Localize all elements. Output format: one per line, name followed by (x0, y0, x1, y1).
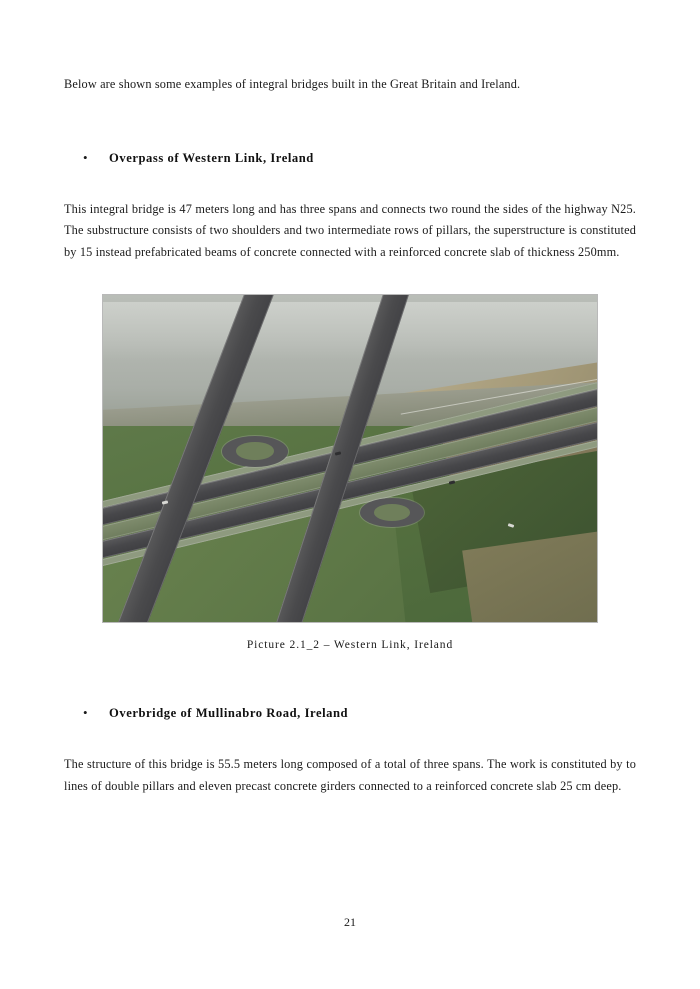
bullet-icon: • (83, 149, 88, 165)
figure-image-frame (102, 294, 598, 623)
photo-roundabout-island (236, 442, 273, 459)
bullet-item-mullinabro (64, 703, 636, 723)
photo-roundabout-lower (360, 498, 424, 527)
spacer (64, 723, 636, 754)
page-number: 21 (344, 915, 356, 929)
bullet-icon: • (83, 705, 88, 720)
figure-western-link (64, 294, 636, 651)
section-paragraph-mullinabro: The structure of this bridge is 55.5 meters long composed of a total of three spans. The work is constituted by to lines of double pillars and eleven precast concrete girders connected to a reinforced concrete slab 25 cm deep. (64, 757, 636, 793)
intro-paragraph: Below are shown some examples of integral bridges built in the Great Britain and Ireland. (64, 77, 521, 91)
spacer (64, 263, 636, 294)
section-heading: Overbridge of Mullinabro Road, Ireland (109, 706, 349, 720)
photo-water-sheen (103, 302, 597, 361)
section-paragraph-western-link: This integral bridge is 47 meters long and has three spans and connects two round the sides of the highway N25. The substructure consists of two shoulders and two intermediate rows of pillars, the superstructure is constituted by 15 instead prefabricated beams of concrete connected with a reinforced concrete slab of thickness 250mm. (64, 201, 636, 259)
spacer (64, 651, 636, 703)
aerial-photo (103, 295, 597, 622)
page-content (64, 74, 636, 797)
bullet-item-western-link (64, 148, 636, 168)
figure-caption: Picture 2.1_2 – Western Link, Ireland (246, 639, 454, 651)
photo-roundabout-island (374, 504, 410, 520)
spacer (64, 96, 636, 148)
spacer (64, 168, 636, 199)
photo-roundabout-upper (222, 436, 289, 467)
section-heading: Overpass of Western Link, Ireland (109, 150, 314, 165)
